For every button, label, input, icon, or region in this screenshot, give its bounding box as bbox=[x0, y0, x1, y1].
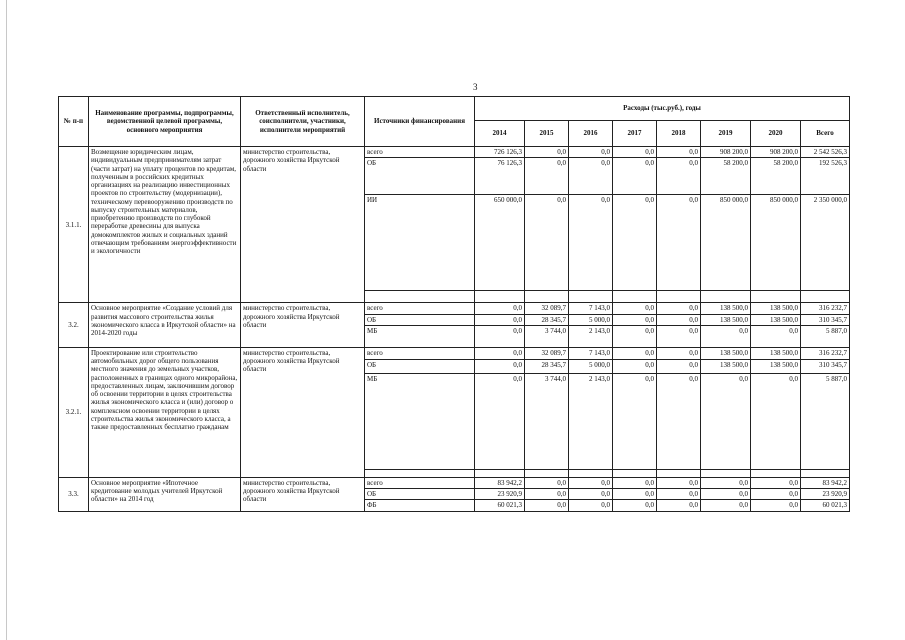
source-cell: всего bbox=[365, 147, 475, 158]
row-name: Возмещение юридическим лицам, индивидуальным предпринимателям затрат (части затрат) на уплату процентов по кредитам, полученным в российских кредитных организациях на реализацию инвестиционных проектов по строительству (модернизации), техническому перевооружению производств по выпуску строительных материалов, приобретению производств по глубокой переработке древесины для выпуска домокомплектов жилых и социальных зданий отвечающим требованиям энергоэффективности и экологичности bbox=[89, 147, 241, 303]
value-cell: 0,0 bbox=[613, 158, 657, 195]
value-cell: 138 500,0 bbox=[751, 347, 801, 359]
row-name: Основное мероприятие «Создание условий для развития массового строительства жилья экономического класса в Иркутской области» на 2014-2020 годы bbox=[89, 303, 241, 348]
value-cell: 23 920,9 bbox=[475, 489, 525, 500]
value-cell: 23 920,9 bbox=[801, 489, 850, 500]
source-cell: всего bbox=[365, 303, 475, 314]
value-cell: 58 200,0 bbox=[751, 158, 801, 195]
value-cell: 138 500,0 bbox=[751, 303, 801, 314]
value-cell: 0,0 bbox=[613, 373, 657, 469]
value-cell: 316 232,7 bbox=[801, 303, 850, 314]
value-cell: 0,0 bbox=[475, 325, 525, 347]
value-cell: 5 000,0 bbox=[569, 359, 613, 373]
source-cell: ОБ bbox=[365, 489, 475, 500]
source-cell: ФБ bbox=[365, 500, 475, 511]
value-cell: 0,0 bbox=[657, 314, 701, 325]
value-cell: 0,0 bbox=[525, 195, 569, 291]
value-cell: 0,0 bbox=[613, 303, 657, 314]
value-cell: 0,0 bbox=[613, 359, 657, 373]
value-cell: 0,0 bbox=[751, 489, 801, 500]
row-executor: министерство строительства, дорожного хозяйства Иркутской области bbox=[241, 303, 365, 348]
value-cell: 0,0 bbox=[657, 195, 701, 291]
value-cell: 0,0 bbox=[613, 489, 657, 500]
value-cell: 0,0 bbox=[751, 500, 801, 511]
value-cell: 0,0 bbox=[613, 347, 657, 359]
row-executor: министерство строительства, дорожного хозяйства Иркутской области bbox=[241, 347, 365, 477]
header-year: 2016 bbox=[569, 121, 613, 147]
value-cell: 138 500,0 bbox=[701, 347, 751, 359]
value-cell: 0,0 bbox=[569, 195, 613, 291]
row-number: 3.3. bbox=[59, 477, 89, 511]
header-total: Всего bbox=[801, 121, 850, 147]
value-cell: 138 500,0 bbox=[701, 314, 751, 325]
value-cell: 0,0 bbox=[701, 373, 751, 469]
value-cell: 0,0 bbox=[525, 477, 569, 488]
value-cell: 5 887,0 bbox=[801, 325, 850, 347]
value-cell: 138 500,0 bbox=[701, 303, 751, 314]
value-cell: 0,0 bbox=[613, 500, 657, 511]
value-cell: 0,0 bbox=[751, 477, 801, 488]
value-cell: 2 350 000,0 bbox=[801, 195, 850, 291]
value-cell: 0,0 bbox=[657, 477, 701, 488]
value-cell: 0,0 bbox=[475, 347, 525, 359]
value-cell: 60 021,3 bbox=[801, 500, 850, 511]
value-cell: 0,0 bbox=[475, 303, 525, 314]
value-cell: 0,0 bbox=[613, 325, 657, 347]
table-row bbox=[59, 477, 850, 488]
value-cell: 0,0 bbox=[657, 373, 701, 469]
value-cell: 0,0 bbox=[475, 373, 525, 469]
source-cell: МБ bbox=[365, 373, 475, 469]
source-cell: ОБ bbox=[365, 314, 475, 325]
value-cell: 0,0 bbox=[569, 147, 613, 158]
header-year: 2020 bbox=[751, 121, 801, 147]
value-cell: 0,0 bbox=[751, 325, 801, 347]
source-cell: всего bbox=[365, 477, 475, 488]
value-cell: 0,0 bbox=[701, 325, 751, 347]
value-cell: 5 000,0 bbox=[569, 314, 613, 325]
value-cell: 316 232,7 bbox=[801, 347, 850, 359]
value-cell: 0,0 bbox=[525, 500, 569, 511]
page-number: 3 bbox=[473, 82, 478, 92]
value-cell: 138 500,0 bbox=[751, 359, 801, 373]
row-number: 3.2.1. bbox=[59, 347, 89, 477]
value-cell: 83 942,2 bbox=[801, 477, 850, 488]
value-cell: 0,0 bbox=[657, 158, 701, 195]
value-cell: 28 345,7 bbox=[525, 314, 569, 325]
value-cell: 0,0 bbox=[657, 500, 701, 511]
value-cell: 60 021,3 bbox=[475, 500, 525, 511]
value-cell: 138 500,0 bbox=[751, 314, 801, 325]
value-cell: 650 000,0 bbox=[475, 195, 525, 291]
value-cell: 0,0 bbox=[569, 500, 613, 511]
value-cell: 3 744,0 bbox=[525, 325, 569, 347]
scan-edge bbox=[6, 0, 7, 640]
budget-table bbox=[58, 96, 850, 512]
value-cell: 83 942,2 bbox=[475, 477, 525, 488]
value-cell: 3 744,0 bbox=[525, 373, 569, 469]
value-cell: 0,0 bbox=[701, 477, 751, 488]
value-cell: 0,0 bbox=[657, 303, 701, 314]
header-executor: Ответственный исполнитель, соисполнители, участники, исполнители мероприятий bbox=[241, 97, 365, 147]
row-number: 3.2. bbox=[59, 303, 89, 348]
value-cell: 32 089,7 bbox=[525, 347, 569, 359]
value-cell: 7 143,0 bbox=[569, 347, 613, 359]
value-cell: 0,0 bbox=[613, 314, 657, 325]
value-cell: 310 345,7 bbox=[801, 314, 850, 325]
value-cell: 0,0 bbox=[657, 325, 701, 347]
row-name: Основное мероприятие «Ипотечное кредитование молодых учителей Иркутской области» на 2014 год bbox=[89, 477, 241, 511]
value-cell: 138 500,0 bbox=[701, 359, 751, 373]
value-cell: 2 542 526,3 bbox=[801, 147, 850, 158]
source-cell: ИИ bbox=[365, 195, 475, 291]
header-year: 2017 bbox=[613, 121, 657, 147]
value-cell: 850 000,0 bbox=[701, 195, 751, 291]
row-number: 3.1.1. bbox=[59, 147, 89, 303]
value-cell: 0,0 bbox=[613, 195, 657, 291]
header-name: Наименование программы, подпрограммы, ведомственной целевой программы, основного мероприятия bbox=[89, 97, 241, 147]
value-cell: 0,0 bbox=[569, 158, 613, 195]
header-year: 2019 bbox=[701, 121, 751, 147]
value-cell: 0,0 bbox=[569, 477, 613, 488]
source-cell: всего bbox=[365, 347, 475, 359]
value-cell: 0,0 bbox=[657, 489, 701, 500]
source-cell: МБ bbox=[365, 325, 475, 347]
value-cell: 0,0 bbox=[525, 489, 569, 500]
value-cell: 7 143,0 bbox=[569, 303, 613, 314]
header-year: 2015 bbox=[525, 121, 569, 147]
value-cell: 192 526,3 bbox=[801, 158, 850, 195]
value-cell: 0,0 bbox=[613, 147, 657, 158]
value-cell: 0,0 bbox=[701, 489, 751, 500]
header-sources: Источники финансирования bbox=[365, 97, 475, 147]
header-num: № п-п bbox=[59, 97, 89, 147]
value-cell: 0,0 bbox=[525, 158, 569, 195]
header-expenses: Расходы (тыс.руб.), годы bbox=[475, 97, 850, 121]
value-cell: 0,0 bbox=[569, 489, 613, 500]
value-cell: 58 200,0 bbox=[701, 158, 751, 195]
header-year: 2014 bbox=[475, 121, 525, 147]
row-executor: министерство строительства, дорожного хозяйства Иркутской области bbox=[241, 147, 365, 303]
value-cell: 0,0 bbox=[613, 477, 657, 488]
value-cell: 850 000,0 bbox=[751, 195, 801, 291]
value-cell: 0,0 bbox=[657, 347, 701, 359]
table-row bbox=[59, 347, 850, 359]
value-cell: 310 345,7 bbox=[801, 359, 850, 373]
table-header bbox=[59, 97, 850, 147]
header-year: 2018 bbox=[657, 121, 701, 147]
table-row bbox=[59, 147, 850, 158]
value-cell: 76 126,3 bbox=[475, 158, 525, 195]
value-cell: 908 200,0 bbox=[751, 147, 801, 158]
source-cell: ОБ bbox=[365, 359, 475, 373]
value-cell: 2 143,0 bbox=[569, 325, 613, 347]
value-cell: 0,0 bbox=[751, 373, 801, 469]
value-cell: 0,0 bbox=[525, 147, 569, 158]
value-cell: 726 126,3 bbox=[475, 147, 525, 158]
table-row bbox=[59, 303, 850, 314]
value-cell: 908 200,0 bbox=[701, 147, 751, 158]
value-cell: 0,0 bbox=[701, 500, 751, 511]
value-cell: 32 089,7 bbox=[525, 303, 569, 314]
source-cell: ОБ bbox=[365, 158, 475, 195]
value-cell: 5 887,0 bbox=[801, 373, 850, 469]
value-cell: 0,0 bbox=[657, 359, 701, 373]
value-cell: 0,0 bbox=[475, 314, 525, 325]
value-cell: 2 143,0 bbox=[569, 373, 613, 469]
row-name: Проектирование или строительство автомобильных дорог общего пользования местного значения до земельных участков, расположенных в границах одного микрорайона, предоставленных лицам, заключившим договор об освоении территории в целях строительства жилья экономического класса и (или) договор о комплексном освоении территории в целях строительства жилья экономического класса, а также предоставленных бесплатно гражданам bbox=[89, 347, 241, 477]
value-cell: 0,0 bbox=[475, 359, 525, 373]
value-cell: 0,0 bbox=[657, 147, 701, 158]
row-executor: министерство строительства, дорожного хозяйства Иркутской области bbox=[241, 477, 365, 511]
value-cell: 28 345,7 bbox=[525, 359, 569, 373]
